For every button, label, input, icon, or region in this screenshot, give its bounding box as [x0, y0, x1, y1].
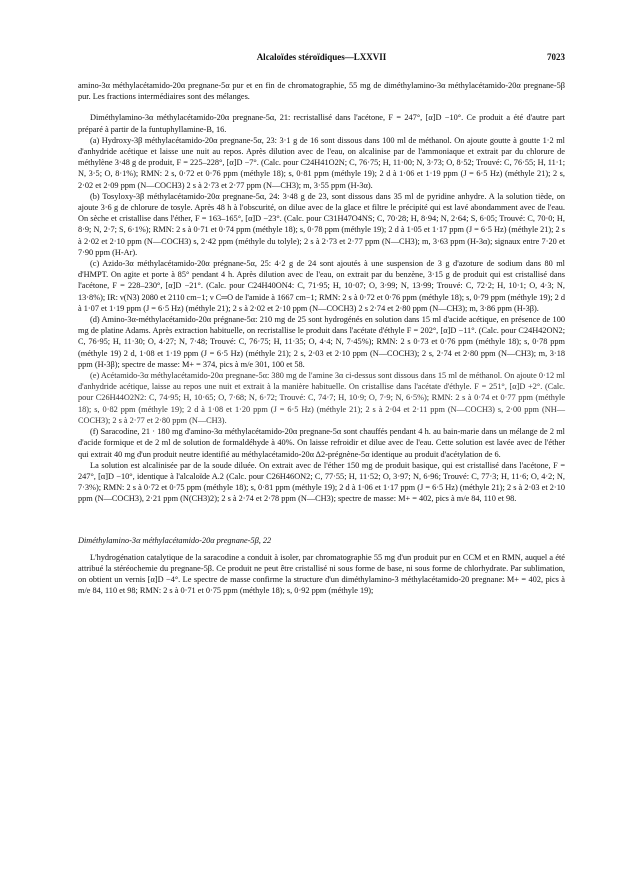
paragraph-compound-21: Diméthylamino-3α méthylacétamido-20α pregnane-5α, 21: recristallisé dans l'acétone, F = 247°, [α]D −10°. Ce produit a été d'autre part préparé à partir de la funtuphyllamine-B, 16.	[78, 113, 565, 134]
paragraph-step-f: (f) Saracodine, 21 · 180 mg d'amino-3α méthylacétamido-20α pregnane-5α sont chauffés pendant 4 h. au bain-marie dans un mélange de 2 ml d'acide formique et de 2 ml de solution de formaldéhyde à 40%. On laisse refroidir et dilue avec de l'eau. Cette solution est lavée avec de l'éther qui extrait 40 mg d'un produit neutre identifié au méthylacétamido-20α Δ2-prégnène-5α identique au produit d'acétylation de 6.	[78, 427, 565, 459]
page-number: 7023	[547, 52, 565, 62]
paragraph-continuation: amino-3α méthylacétamido-20α pregnane-5α pur et en fin de chromatographie, 55 mg de diméthylamino-3α méthylacétamido-20α pregnane-5β pur. Les fractions intermédiaires sont des mélanges.	[78, 81, 565, 102]
section-paragraph: L'hydrogénation catalytique de la saracodine a conduit à isoler, par chromatographie 55 mg d'un produit pur en CCM et en RMN, auquel a été attribué la stéréochemie du pregnane-5β. Ce produit ne peut être cristallisé ni sous forme de base, ni sous forme de chlorhydrate. Par sublimation, on obtient un vernis [α]D −4°. Le spectre de masse confirme la structure d'un diméthylamino-3 méthylacétamido-20 pregnane: M+ = 402, pics à m/e 84, 110 et 98; RMN: 2 s à 0·71 et 0·75 ppm (méthyle 18); s, 0·92 ppm (méthyle 19);	[78, 552, 565, 596]
running-title: Alcaloïdes stéroïdiques—LXXVII	[256, 52, 387, 62]
paragraph-step-c: (c) Azido-3α méthylacétamido-20α prégnane-5α, 25: 4·2 g de 24 sont ajoutés à une suspension de 3 g d'azoture de sodium dans 80 ml d'HMPT. On agite et porte à 85° pendant 4 h. Après dilution avec de l'eau, on extrait par du benzène, 3·15 g de produit qui est cristallisé dans l'acétone, F = 228–230°, [α]D −21°. (Calc. pour C24H40ON4: C, 71·95; H, 10·07; O, 3·99; N, 13·99; Trouvé: C, 72·2; H, 10·1; O, 4·3; N, 13·8%); IR: ν(N3) 2080 et 2110 cm−1; ν C═O de l'amide à 1667 cm−1; RMN: 2 s à 0·72 et 0·76 ppm (méthyle 18); s, 0·79 ppm (méthyle 19); 2 d à 1·07 et 1·19 ppm (J = 6·5 Hz) (méthyle 21); 2 s à 2·02 et 2·10 ppm (N—COCH3) 2 s 2·74 et 2·80 ppm (N—CH3); m, 3·86 ppm (H-3β).	[78, 259, 565, 313]
section-title: Diméthylamino-3α méthylacétamido-20α pregnane-5β, 22	[78, 535, 272, 545]
paragraph-step-d: (d) Amino-3α-méthylacétamido-20α prégnane-5α: 210 mg de 25 sont hydrogénés en solution dans 15 ml d'acide acétique, en présence de 100 mg de platine Adams. Après extraction habituelle, on recristallise le produit dans l'acétate d'éthyle F = 202°, [α]D −11°. (Calc. pour C24H42ON2; C, 76·95; H, 11·30; O, 4·27; N, 7·48; Trouvé: C, 76·75; H, 11·35; O, 4·4; N, 7·45%); RMN: 2 s 0·73 et 0·76 ppm (méthyle 18); s, 0·78 ppm (méthyle 19) 2 d, 1·08 et 1·19 ppm (J = 6·5 Hz) (méthyle 21); 2 s, 2·03 et 2·10 ppm (N—COCH3); 2 s, 2·74 et 2·80 ppm (N—CH3); m, 3·18 ppm (H-3β); spectre de masse: M+ = 374, pics à m/e 301, 100 et 58.	[78, 315, 565, 369]
paragraph-basic-extraction: La solution est alcalinisée par de la soude diluée. On extrait avec de l'éther 150 mg de produit basique, qui est cristallisé dans l'acétone, F = 247°, [α]D −10°, identique à l'alcaloïde A.2 (Calc. pour C26H46ON2; C, 77·55; H, 11·52; O, 3·97; N, 6·96; Trouvé: C, 77·3; H, 11·6; O, 4·2; N, 7·3%); RMN: 2 s à 0·72 et 0·75 ppm (méthyle 18); s, 0·81 ppm (méthyle 19); 2 d à 1·06 et 1·17 ppm (J = 6·5 Hz) (méthyle 21); 2 s à 2·03 et 2·10 ppm (N—COCH3), 2·21 ppm (N(CH3)2); 2 s à 2·74 et 2·78 ppm (N—CH3); spectre de masse: M+ = 402, pics à m/e 84, 110 et 98.	[78, 460, 565, 504]
paragraph-step-e: (e) Acétamido-3α méthylacétamido-20α pregnane-5α: 380 mg de l'amine 3α ci-dessus sont dissous dans 15 ml de méthanol. On ajoute 0·12 ml d'anhydride acétique, laisse au repos une nuit et extrait à la manière habituelle. On cristallise dans l'acétate d'éthyle. F = 251°, [α]D +2°. (Calc. pour C26H44O2N2: C, 74·95; H, 10·65; O, 7·68; N, 6·72; Trouvé: C, 74·7; H, 10·9; O, 7·9; N, 6·5%); RMN: 2 s à 0·74 et 0·77 ppm (méthyle 18); s, 0·82 ppm (méthyle 19); 2 d à 1·08 et 1·20 ppm (J = 6·5 Hz) (méthyle 21); 2 s à 2·04 et 2·11 ppm (N—COCH3) s, 2·00 ppm (NH—COCH3); 2 s à 2·77 et 2·80 ppm (N—CH3).	[78, 371, 565, 425]
paragraph-step-a: (a) Hydroxy-3β méthylacétamido-20α pregnane-5α, 23: 3·1 g de 16 sont dissous dans 100 ml de méthanol. On ajoute goutte à goutte 1·2 ml d'anhydride acétique et laisse une nuit au repos. Après dilution avec de l'eau, on alcalinise par de l'ammoniaque et extrait par du chlorure de méthylène 3·48 g de produit, F = 225–228°, [α]D −7°. (Calc. pour C24H41O2N; C, 76·75; H, 11·00; N, 3·73; O, 8·52; Trouvé: C, 76·55; H, 11·1; N, 3·5; O, 8·1%); RMN: 2 s, 0·72 et 0·76 ppm (méthyle 18); s, 0·81 ppm (méthyle 19); 2 d à 1·06 et 1·19 ppm (J = 6·5 Hz) (méthyle 21); 2 s, 2·02 et 2·09 ppm (N—COCH3) 2 s à 2·73 et 2·77 ppm (N—CH3); m, 3·55 ppm (H-3α).	[78, 135, 565, 190]
paragraph-step-b: (b) Tosyloxy-3β méthylacétamido-20α pregnane-5α, 24: 3·48 g de 23, sont dissous dans 35 ml de pyridine anhydre. A la solution tiède, on ajoute 3·6 g de chlorure de tosyle. Après 48 h à l'obscurité, on dilue avec de la glace et filtre le précipité qui est lavé abondamment avec de l'eau. On sèche et cristallise dans l'éther, F = 163–165°, [α]D −23°. (Calc. pour C31H47O4NS; C, 70·28; H, 8·94; N, 2·64; S, 6·05; Trouvé: C, 70·0; H, 8·9; N, 2·7; S, 6·1%); RMN: 2 s à 0·71 et 0·74 ppm (méthyle 18); s, 0·78 ppm (méthyle 19); 2 d à 1·05 et 1·17 ppm (J = 6·5 Hz) (méthyle 21); 2 s à 2·02 et 2·10 ppm (N—COCH3) s, 2·42 ppm (méthyle du tolyle); 2 s à 2·73 et 2·77 ppm (N—CH3); m, 3·63 ppm (H-3α); signaux entre 7·20 et 7·90 ppm (H-Ar).	[78, 191, 565, 257]
running-head	[78, 52, 565, 66]
